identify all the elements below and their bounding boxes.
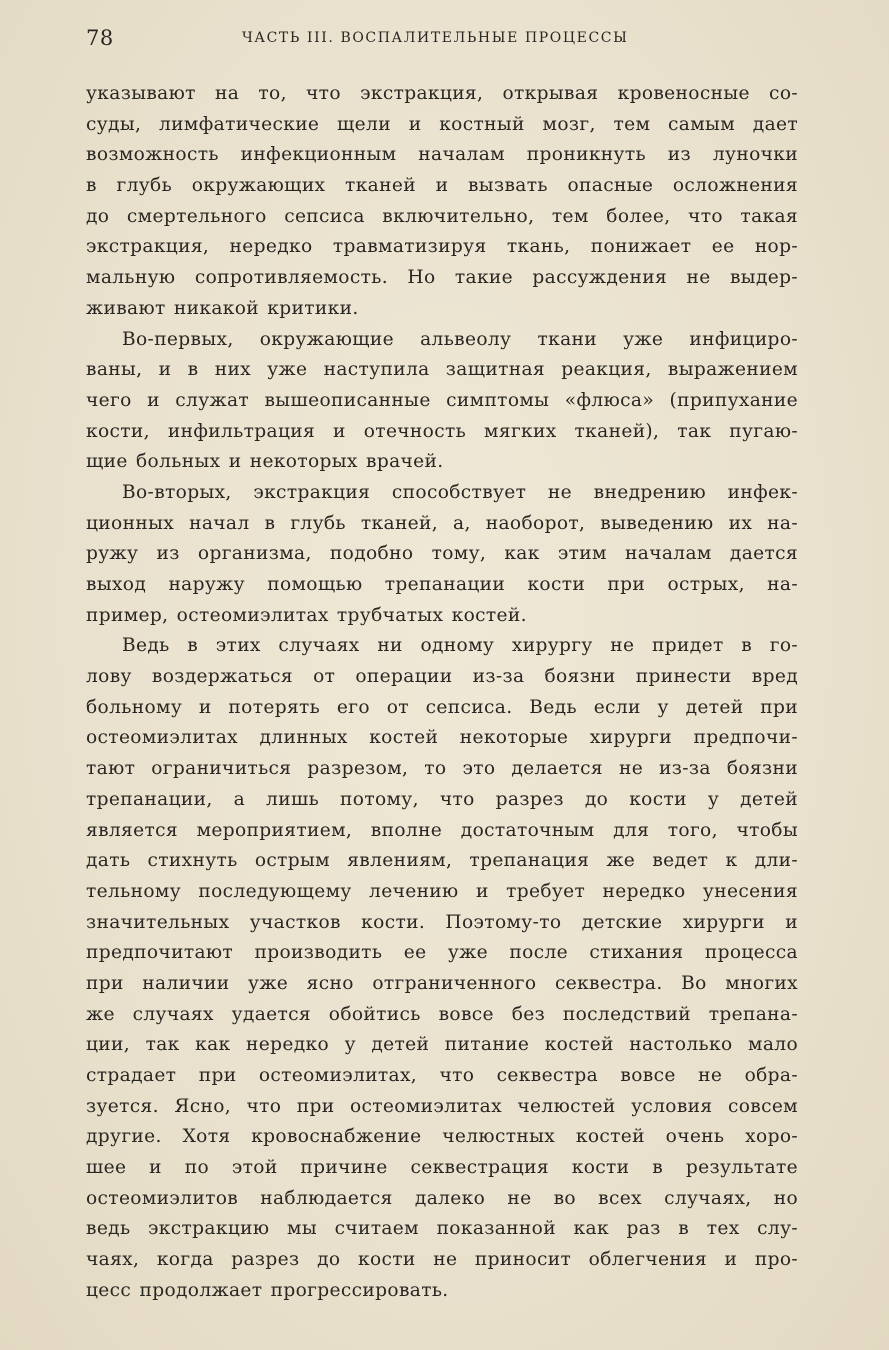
text-line: до смертельного сепсиса включительно, тем более, что такая xyxy=(86,205,798,227)
running-title: ЧАСТЬ III. ВОСПАЛИТЕЛЬНЫЕ ПРОЦЕССЫ xyxy=(242,30,629,46)
text-line: пример, остеомиэлитах трубчатых костей. xyxy=(86,604,527,626)
text-line: возможность инфекционным началам проникнуть из луночки xyxy=(86,144,798,166)
text-line: является мероприятием, вполне достаточным для того, чтобы xyxy=(86,819,798,841)
text-line: экстракция, нередко травматизируя ткань, понижает ее нор- xyxy=(86,236,798,258)
text-line: же случаях удается обойтись вовсе без последствий трепана- xyxy=(86,1003,798,1025)
paragraph xyxy=(86,79,798,325)
text-line: живают никакой критики. xyxy=(86,297,359,319)
text-line: ции, так как нередко у детей питание костей настолько мало xyxy=(86,1034,798,1056)
text-line: остеомиэлитах длинных костей некоторые хирурги предпочи- xyxy=(86,727,798,749)
body-text xyxy=(86,79,798,1307)
text-line: чего и служат вышеописанные симптомы «флюса» (припухание xyxy=(86,389,798,411)
text-line: зуется. Ясно, что при остеомиэлитах челюстей условия совсем xyxy=(86,1095,798,1117)
text-line: значительных участков кости. Поэтому-то детские хирурги и xyxy=(86,911,798,933)
running-head xyxy=(86,26,798,56)
text-line: ведь экстракцию мы считаем показанной как раз в тех слу- xyxy=(86,1218,798,1240)
text-line: указывают на то, что экстракция, открывая кровеносные со- xyxy=(86,83,798,104)
text-line: кости, инфильтрация и отечность мягких тканей), так пугаю- xyxy=(86,420,798,442)
text-line: предпочитают производить ее уже после стихания процесса xyxy=(86,942,798,964)
text-line: цесс продолжает прогрессировать. xyxy=(86,1279,449,1301)
text-line: дать стихнуть острым явлениям, трепанация же ведет к дли- xyxy=(86,850,798,872)
text-line: ружу из организма, подобно тому, как этим началам дается xyxy=(86,543,798,565)
text-line: щие больных и некоторых врачей. xyxy=(86,451,444,473)
paragraph xyxy=(86,325,798,478)
text-line: тельному последующему лечению и требует нередко унесения xyxy=(86,880,798,902)
text-line: тают ограничиться разрезом, то это делается не из-за боязни xyxy=(86,758,798,780)
text-line: при наличии уже ясно отграниченного секвестра. Во многих xyxy=(86,972,798,994)
text-line: больному и потерять его от сепсиса. Ведь если у детей при xyxy=(86,696,798,718)
text-line: ваны, и в них уже наступила защитная реакция, выражением xyxy=(86,359,798,381)
paragraph xyxy=(86,478,798,631)
page-number: 78 xyxy=(86,26,114,50)
text-line: остеомиэлитов наблюдается далеко не во всех случаях, но xyxy=(86,1187,798,1209)
text-line: мальную сопротивляемость. Но такие рассуждения не выдер- xyxy=(86,267,798,289)
text-line: Во-первых, окружающие альвеолу ткани уже инфициро- xyxy=(122,328,798,350)
text-line: суды, лимфатические щели и костный мозг, тем самым дает xyxy=(86,113,798,135)
text-line: лову воздержаться от операции из-за боязни принести вред xyxy=(86,666,798,688)
text-line: чаях, когда разрез до кости не приносит облегчения и про- xyxy=(86,1249,798,1271)
text-line: шее и по этой причине секвестрация кости в результате xyxy=(86,1157,798,1179)
paragraph xyxy=(86,631,798,1306)
text-line: страдает при остеомиэлитах, что секвестра вовсе не обра- xyxy=(86,1065,798,1086)
text-line: другие. Хотя кровоснабжение челюстных костей очень хоро- xyxy=(86,1126,798,1148)
text-line: в глубь окружающих тканей и вызвать опасные осложнения xyxy=(86,175,798,197)
text-line: Ведь в этих случаях ни одному хирургу не придет в го- xyxy=(122,635,798,657)
text-line: ционных начал в глубь тканей, а, наоборот, выведению их на- xyxy=(86,512,798,534)
text-line: выход наружу помощью трепанации кости при острых, на- xyxy=(86,574,798,595)
text-line: трепанации, а лишь потому, что разрез до кости у детей xyxy=(86,788,798,810)
text-line: Во-вторых, экстракция способствует не внедрению инфек- xyxy=(122,481,798,503)
